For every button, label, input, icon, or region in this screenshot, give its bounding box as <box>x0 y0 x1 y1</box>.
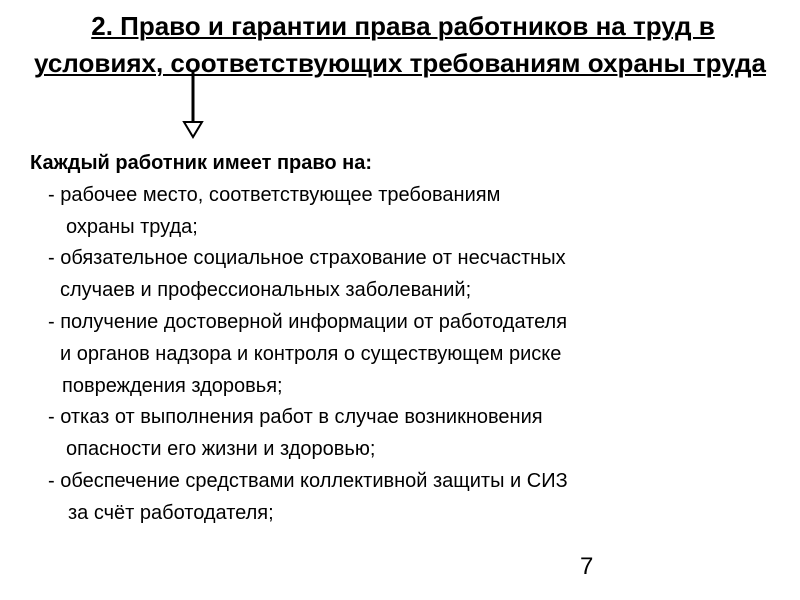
list-line: - рабочее место, соответствующее требованиям <box>48 183 501 206</box>
list-line: - обеспечение средствами коллективной защиты и СИЗ <box>48 469 568 492</box>
list-line: и органов надзора и контроля о существующем риске <box>60 342 562 365</box>
rights-heading: Каждый работник имеет право на: <box>30 152 373 174</box>
list-line: - отказ от выполнения работ в случае возникновения <box>48 406 543 429</box>
slide-title-line-2: условиях, соответствующих требованиям охраны труда <box>34 48 766 78</box>
slide-title-line-1: 2. Право и гарантии права работников на труд в <box>91 11 715 41</box>
down-arrow-icon <box>182 70 204 140</box>
list-line: охраны труда; <box>66 215 198 238</box>
list-line: повреждения здоровья; <box>62 374 283 397</box>
page-number: 7 <box>580 553 594 580</box>
list-line: за счёт работодателя; <box>68 501 274 524</box>
slide-title <box>0 8 800 82</box>
list-line: случаев и профессиональных заболеваний; <box>60 279 472 302</box>
rights-list <box>0 148 800 530</box>
list-line: - обязательное социальное страхование от несчастных <box>48 247 566 270</box>
list-line: - получение достоверной информации от работодателя <box>48 310 568 333</box>
list-line: опасности его жизни и здоровью; <box>66 438 376 461</box>
